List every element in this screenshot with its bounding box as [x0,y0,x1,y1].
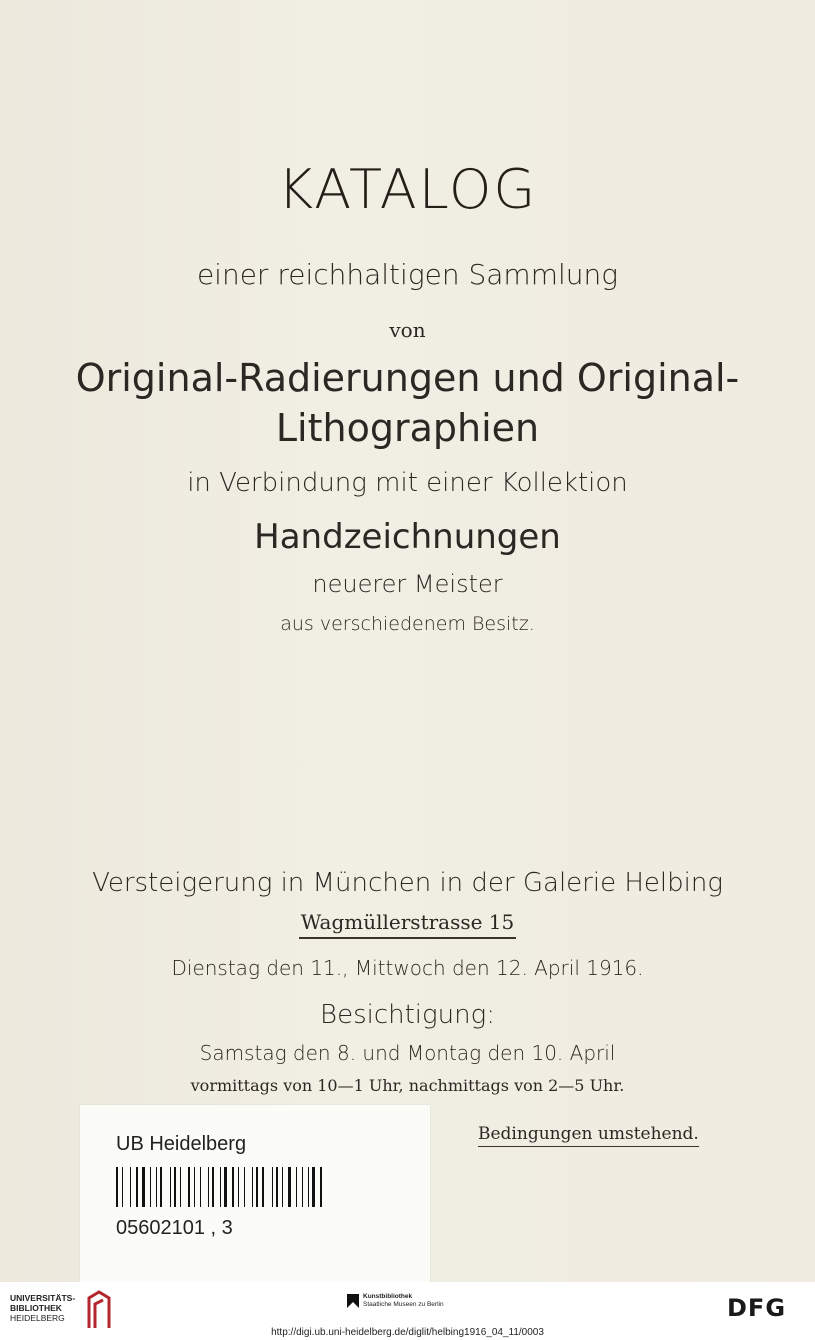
subtitle-line-7: neuerer Meister [312,570,503,598]
library-shelfmark: 05602101 , 3 [116,1217,233,1239]
kunstbibliothek-logo-text: Kunstbibliothek Staatliche Museen zu Berlin [363,1293,444,1308]
subtitle-line-8: aus verschiedenem Besitz. [280,613,535,635]
catalog-title: KATALOG [277,158,538,221]
source-url[interactable]: http://digi.ub.uni-heidelberg.de/diglit/helbing1916_04_11/0003 [271,1327,544,1338]
auction-dates: Dienstag den 11., Mittwoch den 12. April 1916. [171,956,644,980]
subtitle-line-1: einer reichhaltigen Sammlung [196,258,619,291]
subtitle-line-4: Lithographien [275,406,540,450]
barcode-icon [116,1167,382,1207]
subtitle-line-2: von [389,318,426,342]
viewing-heading: Besichtigung: [320,1000,495,1030]
conditions-note [478,1124,699,1144]
subtitle-line-6: Handzeichnungen [254,517,561,557]
ub-logo-icon [85,1288,113,1332]
library-name: UB Heidelberg [116,1133,247,1155]
auction-address [0,910,815,934]
library-label [80,1105,430,1285]
ub-logo-text: UNIVERSITÄTS- BIBLIOTHEK HEIDELBERG [10,1293,76,1323]
viewing-hours: vormittags von 10—1 Uhr, nachmittags von 2—5 Uhr. [190,1076,625,1095]
viewing-days: Samstag den 8. und Montag den 10. April [199,1041,616,1065]
conditions-text: Bedingungen umstehend. [478,1124,699,1147]
subtitle-line-3: Original-Radierungen und Original- [75,356,740,400]
kunstbibliothek-logo-icon [347,1292,359,1308]
auction-venue: Versteigerung in München in der Galerie Helbing [92,868,723,898]
dfg-logo: DFG [727,1294,787,1322]
auction-address-text: Wagmüllerstrasse 15 [299,910,517,939]
subtitle-line-5: in Verbindung mit einer Kollektion [187,468,628,498]
